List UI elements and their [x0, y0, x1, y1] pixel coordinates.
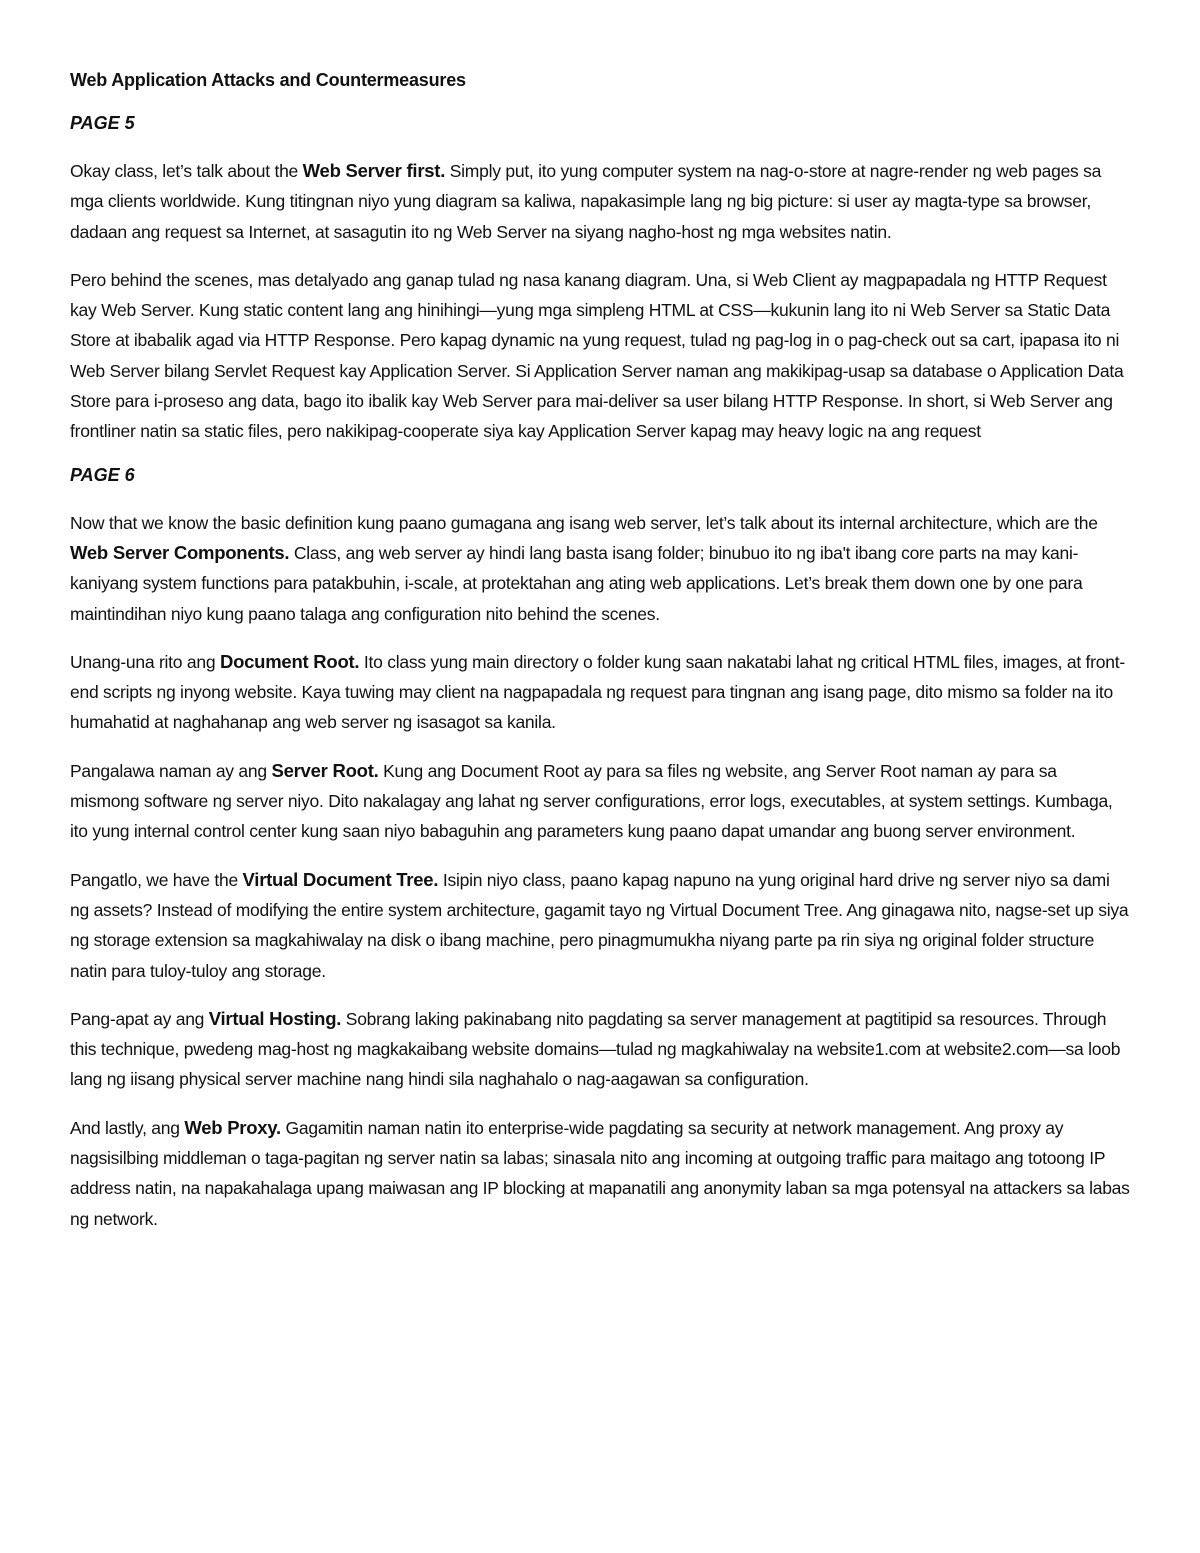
paragraph-text: Sobrang laking pakinabang nito pagdating sa server management at pagtitipid sa resources. Through this technique, pwedeng mag-host ng magkakaibang website domains—tulad ng magkahiwalay na website1.com at website2.com—sa loob lang ng iisang physical server machine nang hindi sila naghahalo o nag-aagawan sa configuration.: [70, 1008, 1121, 1090]
page-6-paragraph-5: [70, 1004, 1130, 1095]
paragraph-text: Gagamitin naman natin ito enterprise-wide pagdating sa security at network management. Ang proxy ay nagsisilbing middleman o taga-pagitan ng server natin sa labas; sinasala nito ang incoming at outgoing traffic para maitago ang totoong IP address natin, na napakahalaga upang maiwasan ang IP blocking at mapanatili ang anonymity laban sa mga potensyal na attackers sa labas ng network.: [70, 1117, 1130, 1229]
bold-term-document-root: Document Root.: [219, 650, 360, 672]
paragraph-text: Pangatlo, we have the: [70, 869, 243, 890]
page-6-paragraph-1: [70, 508, 1130, 629]
paragraph-text: Pang-apat ay ang: [70, 1008, 209, 1029]
bold-term-server-root: Server Root.: [271, 759, 379, 781]
paragraph-text: And lastly, ang: [70, 1117, 185, 1138]
page-5-heading: PAGE 5: [70, 113, 135, 133]
page-6-paragraph-2: [70, 647, 1130, 738]
document-title: Web Application Attacks and Countermeasures: [70, 70, 466, 90]
paragraph-text: Isipin niyo class, paano kapag napuno na yung original hard drive ng server niyo sa dami ng assets? Instead of modifying the entire system architecture, gagamit tayo ng Virtual Document Tree. Ang ginagawa nito, nagse-set up siya ng storage extension sa magkahiwalay na disk o ibang machine, pero pinagmumukha niyang parte pa rin siya ng original folder structure natin para tuloy-tuloy ang storage.: [70, 869, 1129, 981]
bold-term-web-server-components: Web Server Components.: [70, 541, 290, 563]
page-5-paragraph-2: Pero behind the scenes, mas detalyado ang ganap tulad ng nasa kanang diagram. Una, si Web Client ay magpapadala ng HTTP Request kay Web Server. Kung static content lang ang hinihingi—yung mga simpleng HTML at CSS—kukunin lang ito ni Web Server sa Static Data Store at ibabalik agad via HTTP Response. Pero kapag dynamic na yung request, tulad ng pag-log in o pag-check out sa cart, ipapasa ito ni Web Server bilang Servlet Request kay Application Server. Si Application Server naman ang makikipag-usap sa database o Application Data Store para i-proseso ang data, bago ito ibalik kay Web Server para mai-deliver sa user bilang HTTP Response. In short, si Web Server ang frontliner natin sa static files, pero nakikipag-cooperate siya kay Application Server kapag may heavy logic na ang request: [70, 269, 1124, 442]
paragraph-text: Now that we know the basic definition kung paano gumagana ang isang web server, let’s talk about its internal architecture, which are the: [70, 512, 1098, 533]
bold-term-virtual-document-tree: Virtual Document Tree.: [242, 868, 439, 890]
page-6-paragraph-4: [70, 865, 1130, 986]
bold-term-virtual-hosting: Virtual Hosting.: [208, 1007, 342, 1029]
document-page: [70, 70, 1130, 1252]
paragraph-text: Unang-una rito ang: [70, 651, 220, 672]
paragraph-text: Pangalawa naman ay ang: [70, 760, 272, 781]
page-6-heading: PAGE 6: [70, 464, 135, 485]
paragraph-text: Ito class yung main directory o folder kung saan nakatabi lahat ng critical HTML files, images, at front-end scripts ng inyong website. Kaya tuwing may client na nagpapadala ng request para tingnan ang isang page, dito mismo sa folder na ito humahatid at naghahanap ang web server ng isasagot sa kanila.: [70, 651, 1125, 733]
page-5-paragraph-1: [70, 156, 1130, 247]
bold-term-web-proxy: Web Proxy.: [184, 1116, 281, 1138]
paragraph-text: Class, ang web server ay hindi lang basta isang folder; binubuo ito ng iba't ibang core parts na may kani-kaniyang system functions para patakbuhin, i-scale, at protektahan ang ating web applications. Let’s break them down one by one para maintindihan niyo kung paano talaga ang configuration nito behind the scenes.: [70, 542, 1083, 624]
paragraph-text: Simply put, ito yung computer system na nag-o-store at nagre-render ng web pages sa mga clients worldwide. Kung titingnan niyo yung diagram sa kaliwa, napakasimple lang ng big picture: si user ay magta-type sa browser, dadaan ang request sa Internet, at sasagutin ito ng Web Server na siyang nagho-host ng mga websites natin.: [70, 161, 1102, 242]
bold-term-web-server: Web Server first.: [302, 160, 446, 181]
page-6-paragraph-3: [70, 756, 1130, 847]
paragraph-text: Kung ang Document Root ay para sa files ng website, ang Server Root naman ay para sa mismong software ng server niyo. Dito nakalagay ang lahat ng server configurations, error logs, executables, at system settings. Kumbaga, ito yung internal control center kung saan niyo babaguhin ang parameters kung paano dapat umandar ang buong server environment.: [70, 760, 1113, 842]
paragraph-text: Okay class, let’s talk about the: [70, 161, 303, 181]
page-6-paragraph-6: [70, 1113, 1130, 1234]
